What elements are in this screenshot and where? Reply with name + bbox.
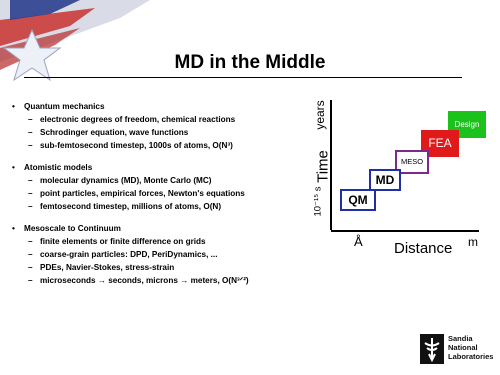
- distance-axis: [331, 230, 479, 232]
- meters-label: m: [468, 235, 478, 249]
- sub-bullet: – microseconds → seconds, microns → meters, O(N³ᐟ²): [12, 274, 312, 287]
- bullet-group-mesoscale: [12, 222, 312, 287]
- flag-star-decoration: [0, 0, 150, 95]
- sub-bullet: – point particles, empirical forces, Newton's equations: [12, 187, 312, 200]
- logo-line-2: National: [448, 343, 478, 352]
- logo-line-3: Laboratories: [448, 352, 494, 361]
- femtosecond-label: 10⁻¹⁵ s: [312, 186, 324, 217]
- distance-axis-label: Distance: [394, 240, 453, 257]
- logo-text: [448, 334, 493, 361]
- sub-bullet: – coarse-grain particles: DPD, PeriDynamics, ...: [12, 248, 312, 261]
- bullet-heading: • Quantum mechanics: [12, 100, 312, 113]
- design-box: Design: [448, 111, 486, 138]
- bullet-heading: • Mesoscale to Continuum: [12, 222, 312, 235]
- thunderbird-icon: [420, 334, 444, 364]
- bullet-group-quantum: [12, 100, 312, 152]
- sandia-logo: [420, 332, 494, 368]
- sub-bullet: – femtosecond timestep, millions of atoms, O(N): [12, 200, 312, 213]
- fea-box: FEA: [421, 130, 459, 157]
- qm-box: QM: [340, 189, 376, 211]
- logo-line-1: Sandia: [448, 334, 473, 343]
- meso-box: MESO: [395, 150, 429, 174]
- sub-bullet: – PDEs, Navier-Stokes, stress-strain: [12, 261, 312, 274]
- bullet-group-atomistic: [12, 161, 312, 213]
- sub-bullet: – molecular dynamics (MD), Monte Carlo (MC): [12, 174, 312, 187]
- sub-bullet: – sub-femtosecond timestep, 1000s of atoms, O(N³): [12, 139, 312, 152]
- sub-bullet: – Schrodinger equation, wave functions: [12, 126, 312, 139]
- slide-title: MD in the Middle: [174, 52, 326, 73]
- title-divider: [24, 77, 462, 78]
- time-axis-label: Time: [314, 150, 332, 183]
- bullet-list: [12, 100, 312, 296]
- bullet-heading: • Atomistic models: [12, 161, 312, 174]
- years-label: years: [313, 100, 327, 130]
- angstrom-label: Å: [354, 234, 363, 249]
- sub-bullet: – electronic degrees of freedom, chemical reactions: [12, 113, 312, 126]
- md-box: MD: [369, 169, 401, 191]
- sub-bullet: – finite elements or finite difference on grids: [12, 235, 312, 248]
